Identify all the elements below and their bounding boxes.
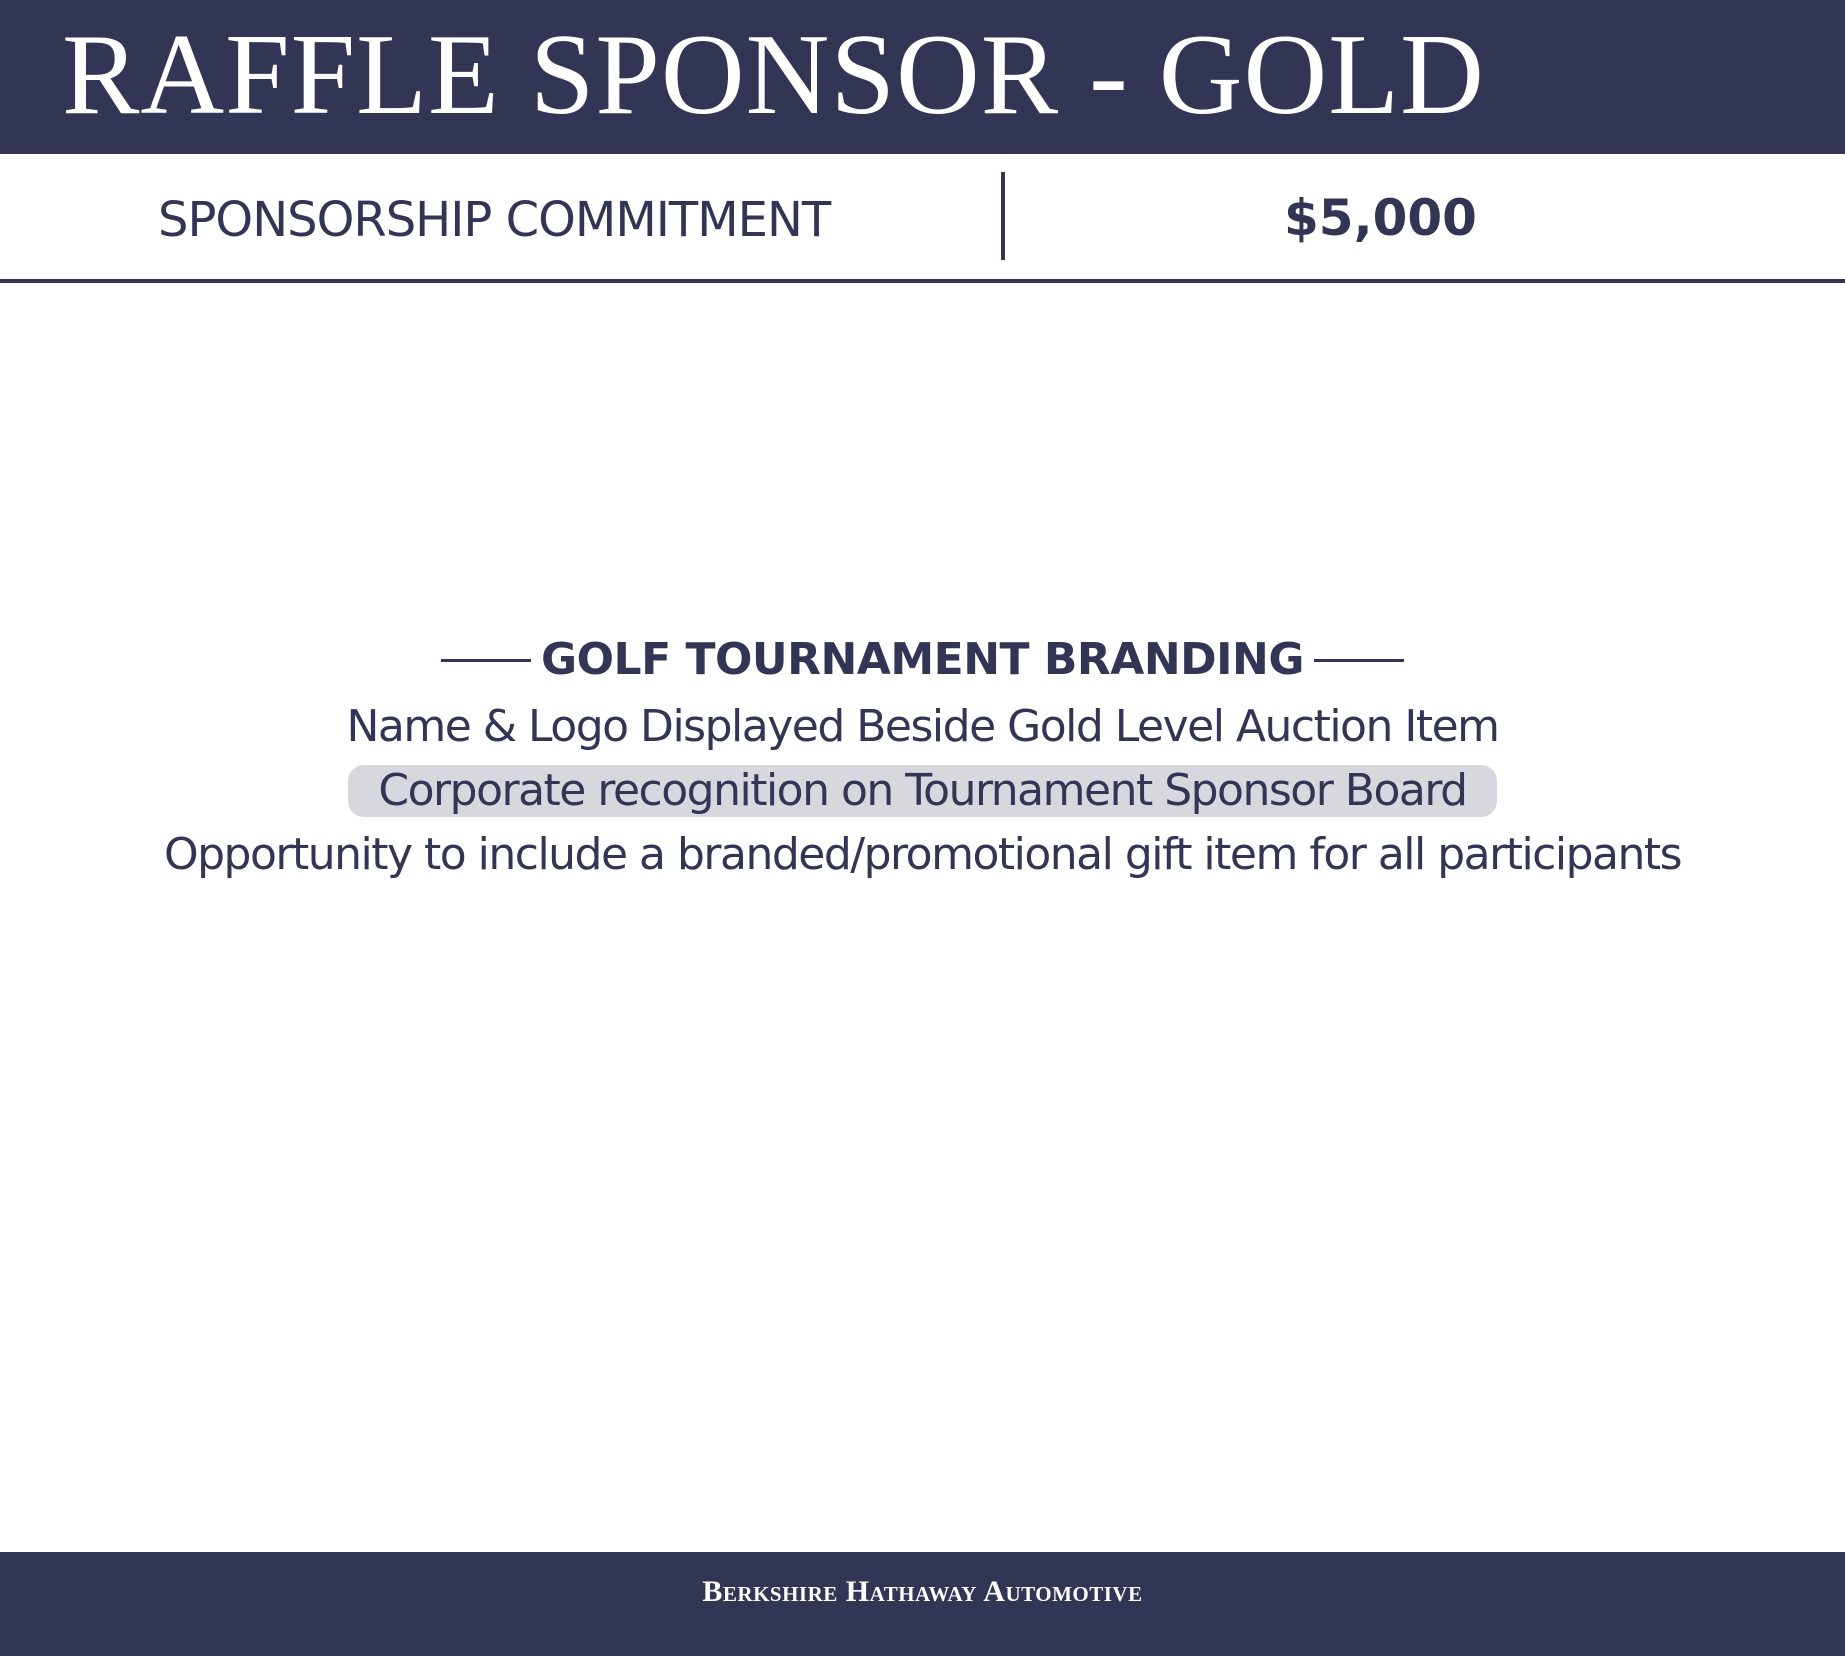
benefit-item [0, 695, 1845, 759]
commitment-amount: $5,000 [1284, 189, 1477, 247]
footer-brand-name: Berkshire Hathaway Automotive [702, 1575, 1143, 1608]
footer-banner [0, 1552, 1845, 1656]
commitment-divider [1001, 172, 1005, 260]
benefit-text: Opportunity to include a branded/promotional gift item for all participants [163, 829, 1682, 880]
commitment-underline [0, 279, 1845, 283]
heading-right-rule [1314, 659, 1404, 662]
heading-left-rule [441, 659, 531, 662]
benefit-text: Corporate recognition on Tournament Sponsor Board [348, 765, 1496, 817]
benefit-item [0, 823, 1845, 887]
benefit-list [0, 695, 1845, 887]
benefit-item-highlighted [0, 759, 1845, 823]
branding-heading-text: GOLF TOURNAMENT BRANDING [541, 634, 1304, 685]
benefit-text: Name & Logo Displayed Beside Gold Level Auction Item [346, 701, 1499, 752]
page-title: RAFFLE SPONSOR - GOLD [62, 11, 1485, 139]
title-banner [0, 0, 1845, 154]
sponsorship-commitment-row [0, 154, 1845, 278]
branding-heading [0, 625, 1845, 695]
commitment-label: SPONSORSHIP COMMITMENT [158, 192, 831, 248]
golf-tournament-branding-section [0, 625, 1845, 887]
